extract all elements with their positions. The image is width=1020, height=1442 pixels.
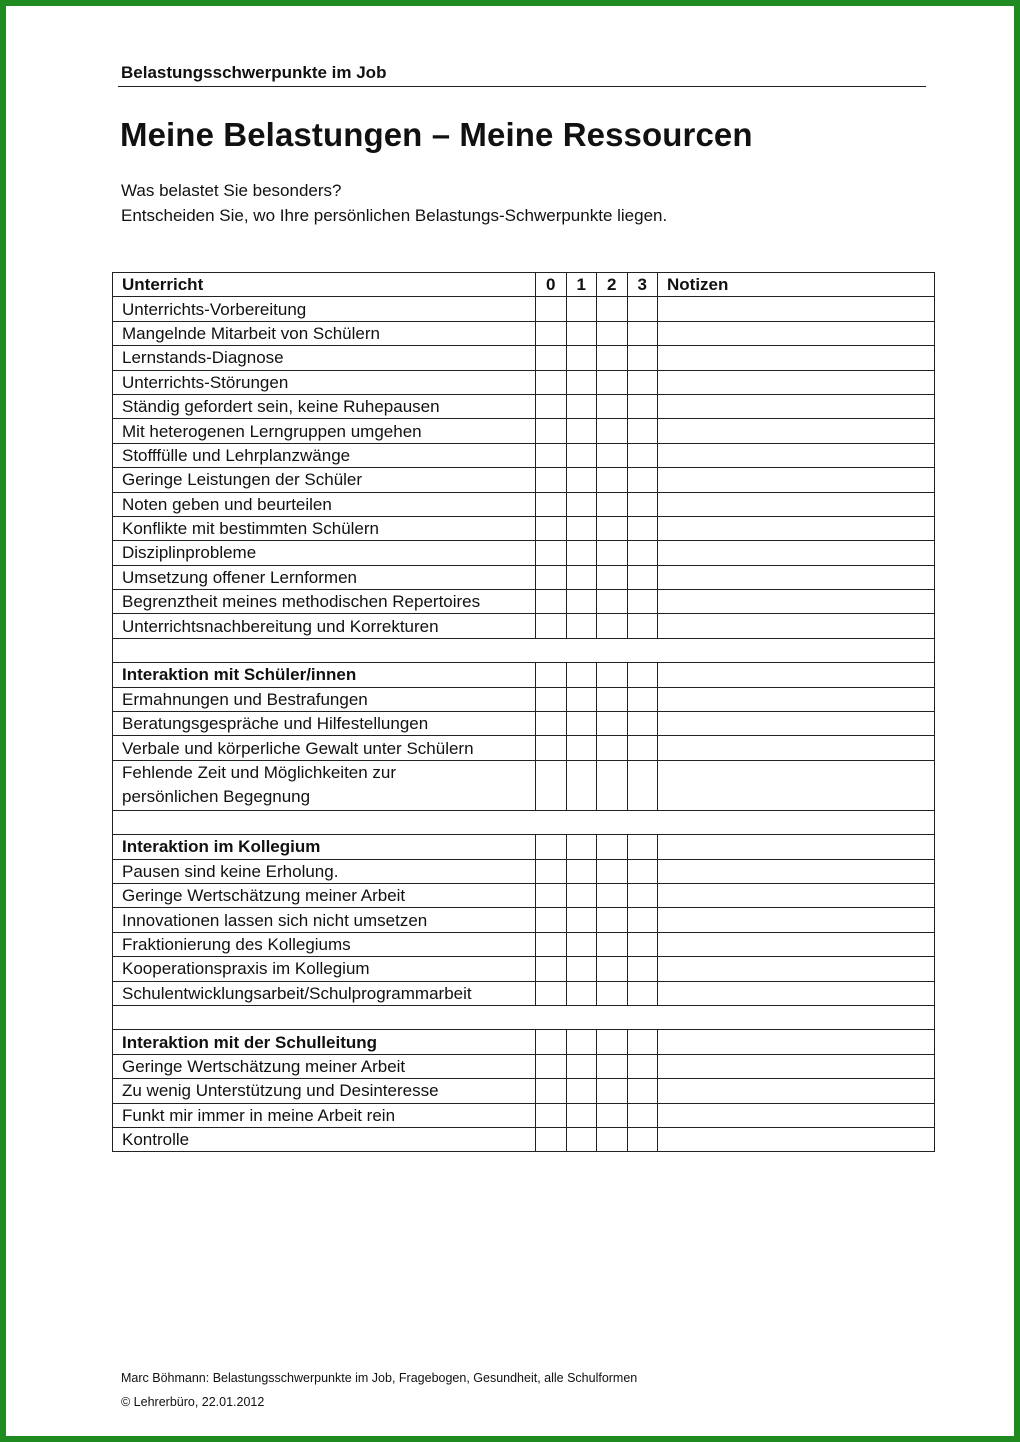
table-row — [113, 468, 935, 492]
rating-cell-1[interactable] — [566, 1079, 597, 1103]
table-row — [113, 1054, 935, 1078]
table-row — [113, 957, 935, 981]
rating-cell-2[interactable] — [597, 541, 628, 565]
rating-cell-3[interactable] — [627, 760, 658, 810]
rating-cell-1[interactable] — [566, 492, 597, 516]
rating-cell-0[interactable] — [536, 419, 567, 443]
rating-cell-3[interactable] — [627, 1054, 658, 1078]
rating-cell-1[interactable] — [566, 1127, 597, 1151]
notes-cell[interactable] — [658, 908, 935, 932]
rating-cell-3[interactable] — [627, 516, 658, 540]
notes-cell[interactable] — [658, 516, 935, 540]
table-row — [113, 932, 935, 956]
rating-cell-0[interactable] — [536, 712, 567, 736]
rating-cell-2[interactable] — [597, 565, 628, 589]
item-label-line: Fehlende Zeit und Möglichkeiten zur — [122, 762, 397, 782]
rating-cell-1[interactable] — [566, 835, 597, 859]
rating-cell-1[interactable] — [566, 394, 597, 418]
rating-cell-2[interactable] — [597, 859, 628, 883]
rating-cell-1[interactable] — [566, 957, 597, 981]
item-label: Begrenztheit meines methodischen Repertoires — [113, 590, 536, 614]
notes-cell[interactable] — [658, 1103, 935, 1127]
rating-cell-2[interactable] — [597, 1103, 628, 1127]
table-row — [113, 859, 935, 883]
rating-cell-2[interactable] — [597, 1030, 628, 1054]
rating-cell-1[interactable] — [566, 760, 597, 810]
item-label: Lernstands-Diagnose — [113, 346, 536, 370]
table-row — [113, 394, 935, 418]
rating-cell-3[interactable] — [627, 614, 658, 638]
table-row — [113, 370, 935, 394]
rating-cell-2[interactable] — [597, 370, 628, 394]
rating-cell-0[interactable] — [536, 614, 567, 638]
notes-cell[interactable] — [658, 736, 935, 760]
notes-cell[interactable] — [658, 932, 935, 956]
table-row — [113, 321, 935, 345]
rating-cell-0[interactable] — [536, 297, 567, 321]
rating-cell-0[interactable] — [536, 492, 567, 516]
rating-cell-0[interactable] — [536, 443, 567, 467]
item-label: Disziplinprobleme — [113, 541, 536, 565]
rating-cell-0[interactable] — [536, 1127, 567, 1151]
item-label: Geringe Wertschätzung meiner Arbeit — [113, 883, 536, 907]
rating-cell-0[interactable] — [536, 883, 567, 907]
item-label: Umsetzung offener Lernformen — [113, 565, 536, 589]
rating-cell-1[interactable] — [566, 859, 597, 883]
rating-cell-0[interactable] — [536, 468, 567, 492]
rating-cell-1[interactable] — [566, 516, 597, 540]
rating-cell-3[interactable] — [627, 687, 658, 711]
rating-cell-3[interactable] — [627, 1127, 658, 1151]
rating-cell-3[interactable] — [627, 932, 658, 956]
rating-cell-3[interactable] — [627, 346, 658, 370]
rating-cell-0[interactable] — [536, 1054, 567, 1078]
rating-cell-2[interactable] — [597, 908, 628, 932]
rating-cell-0[interactable] — [536, 565, 567, 589]
rating-cell-0[interactable] — [536, 321, 567, 345]
scale-header-0: 0 — [536, 273, 567, 297]
rating-cell-0[interactable] — [536, 981, 567, 1005]
table-row — [113, 614, 935, 638]
notes-cell[interactable] — [658, 468, 935, 492]
rating-cell-2[interactable] — [597, 663, 628, 687]
rating-cell-3[interactable] — [627, 492, 658, 516]
spacer-cell — [113, 638, 935, 662]
section-heading-row — [113, 663, 935, 687]
rating-cell-3[interactable] — [627, 1079, 658, 1103]
item-label: Noten geben und beurteilen — [113, 492, 536, 516]
rating-cell-1[interactable] — [566, 346, 597, 370]
rating-cell-3[interactable] — [627, 565, 658, 589]
rating-cell-0[interactable] — [536, 1030, 567, 1054]
rating-cell-3[interactable] — [627, 883, 658, 907]
rating-cell-1[interactable] — [566, 883, 597, 907]
item-label: Konflikte mit bestimmten Schülern — [113, 516, 536, 540]
rating-cell-1[interactable] — [566, 614, 597, 638]
table-row — [113, 908, 935, 932]
scale-header-1: 1 — [566, 273, 597, 297]
table-row — [113, 297, 935, 321]
item-label: Geringe Leistungen der Schüler — [113, 468, 536, 492]
rating-cell-1[interactable] — [566, 981, 597, 1005]
rating-cell-3[interactable] — [627, 590, 658, 614]
page-title: Meine Belastungen – Meine Ressourcen — [120, 116, 753, 153]
notes-cell[interactable] — [658, 419, 935, 443]
notes-cell[interactable] — [658, 1127, 935, 1151]
rating-cell-3[interactable] — [627, 957, 658, 981]
item-label: Ermahnungen und Bestrafungen — [113, 687, 536, 711]
rating-cell-1[interactable] — [566, 541, 597, 565]
rating-cell-2[interactable] — [597, 687, 628, 711]
rating-cell-0[interactable] — [536, 932, 567, 956]
rating-cell-2[interactable] — [597, 1054, 628, 1078]
rating-cell-1[interactable] — [566, 712, 597, 736]
rating-cell-0[interactable] — [536, 736, 567, 760]
intro-text — [121, 178, 667, 228]
notes-cell[interactable] — [658, 321, 935, 345]
rating-cell-1[interactable] — [566, 736, 597, 760]
item-label: Verbale und körperliche Gewalt unter Schülern — [113, 736, 536, 760]
rating-cell-2[interactable] — [597, 981, 628, 1005]
rating-cell-1[interactable] — [566, 370, 597, 394]
item-label: Pausen sind keine Erholung. — [113, 859, 536, 883]
section-heading-row — [113, 835, 935, 859]
rating-cell-2[interactable] — [597, 1079, 628, 1103]
table-row — [113, 1103, 935, 1127]
notes-cell[interactable] — [658, 687, 935, 711]
item-label: Kooperationspraxis im Kollegium — [113, 957, 536, 981]
table-row — [113, 419, 935, 443]
header-rule — [118, 86, 926, 87]
notes-cell[interactable] — [658, 760, 935, 810]
item-label: Beratungsgespräche und Hilfestellungen — [113, 712, 536, 736]
table-row — [113, 443, 935, 467]
notes-cell[interactable] — [658, 614, 935, 638]
rating-cell-2[interactable] — [597, 590, 628, 614]
rating-cell-0[interactable] — [536, 760, 567, 810]
rating-cell-2[interactable] — [597, 492, 628, 516]
rating-cell-2[interactable] — [597, 516, 628, 540]
rating-cell-1[interactable] — [566, 932, 597, 956]
spacer-cell — [113, 1005, 935, 1029]
spacer-row — [113, 1005, 935, 1029]
table-row — [113, 760, 935, 810]
item-label: Geringe Wertschätzung meiner Arbeit — [113, 1054, 536, 1078]
table-row — [113, 1079, 935, 1103]
notes-cell[interactable] — [658, 883, 935, 907]
table-row — [113, 736, 935, 760]
rating-cell-3[interactable] — [627, 835, 658, 859]
rating-cell-2[interactable] — [597, 614, 628, 638]
rating-cell-2[interactable] — [597, 419, 628, 443]
table-row — [113, 883, 935, 907]
rating-cell-0[interactable] — [536, 908, 567, 932]
scale-header-3: 3 — [627, 273, 658, 297]
notes-cell[interactable] — [658, 1079, 935, 1103]
rating-cell-2[interactable] — [597, 321, 628, 345]
rating-cell-1[interactable] — [566, 1054, 597, 1078]
rating-cell-1[interactable] — [566, 1030, 597, 1054]
rating-cell-3[interactable] — [627, 468, 658, 492]
notes-cell[interactable] — [658, 981, 935, 1005]
category-heading-schulleitung: Interaktion mit der Schulleitung — [113, 1030, 536, 1054]
item-label: Schulentwicklungsarbeit/Schulprogrammarbeit — [113, 981, 536, 1005]
table-row — [113, 565, 935, 589]
rating-cell-3[interactable] — [627, 370, 658, 394]
scale-header-2: 2 — [597, 273, 628, 297]
rating-cell-1[interactable] — [566, 687, 597, 711]
rating-cell-1[interactable] — [566, 321, 597, 345]
rating-cell-3[interactable] — [627, 443, 658, 467]
notes-cell[interactable] — [658, 565, 935, 589]
intro-instruction: Entscheiden Sie, wo Ihre persönlichen Belastungs-Schwerpunkte liegen. — [121, 206, 668, 225]
table-header-row — [113, 273, 935, 297]
item-label: Fraktionierung des Kollegiums — [113, 932, 536, 956]
rating-cell-1[interactable] — [566, 565, 597, 589]
rating-cell-2[interactable] — [597, 443, 628, 467]
category-heading-kollegium: Interaktion im Kollegium — [113, 835, 536, 859]
rating-cell-0[interactable] — [536, 859, 567, 883]
footer — [121, 1366, 637, 1414]
rating-cell-2[interactable] — [597, 835, 628, 859]
section-heading-row — [113, 1030, 935, 1054]
rating-cell-3[interactable] — [627, 981, 658, 1005]
table-row — [113, 590, 935, 614]
rating-cell-1[interactable] — [566, 1103, 597, 1127]
table-row — [113, 712, 935, 736]
item-label: Funkt mir immer in meine Arbeit rein — [113, 1103, 536, 1127]
rating-cell-2[interactable] — [597, 712, 628, 736]
notes-cell[interactable] — [658, 443, 935, 467]
notes-cell[interactable] — [658, 1054, 935, 1078]
rating-cell-2[interactable] — [597, 736, 628, 760]
notes-cell[interactable] — [658, 346, 935, 370]
table-row — [113, 516, 935, 540]
rating-cell-3[interactable] — [627, 736, 658, 760]
category-heading-schueler: Interaktion mit Schüler/innen — [113, 663, 536, 687]
item-label: Mit heterogenen Lerngruppen umgehen — [113, 419, 536, 443]
rating-cell-0[interactable] — [536, 957, 567, 981]
item-label: Unterrichtsnachbereitung und Korrekturen — [113, 614, 536, 638]
rating-cell-3[interactable] — [627, 859, 658, 883]
rating-cell-0[interactable] — [536, 394, 567, 418]
notes-cell[interactable] — [658, 541, 935, 565]
rating-cell-2[interactable] — [597, 883, 628, 907]
notes-cell[interactable] — [658, 712, 935, 736]
rating-cell-2[interactable] — [597, 1127, 628, 1151]
rating-cell-3[interactable] — [627, 394, 658, 418]
item-label-line: persönlichen Begegnung — [122, 787, 311, 807]
rating-cell-0[interactable] — [536, 516, 567, 540]
notes-cell[interactable] — [658, 835, 935, 859]
rating-cell-1[interactable] — [566, 419, 597, 443]
item-label: Stofffülle und Lehrplanzwänge — [113, 443, 536, 467]
table-row — [113, 492, 935, 516]
rating-cell-2[interactable] — [597, 468, 628, 492]
item-label: Unterrichts-Störungen — [113, 370, 536, 394]
spacer-row — [113, 638, 935, 662]
rating-cell-3[interactable] — [627, 1103, 658, 1127]
rating-cell-0[interactable] — [536, 346, 567, 370]
rating-cell-0[interactable] — [536, 370, 567, 394]
intro-question: Was belastet Sie besonders? — [121, 181, 342, 200]
item-label: Mangelnde Mitarbeit von Schülern — [113, 321, 536, 345]
notes-cell[interactable] — [658, 590, 935, 614]
rating-cell-1[interactable] — [566, 908, 597, 932]
rating-cell-2[interactable] — [597, 760, 628, 810]
rating-cell-3[interactable] — [627, 321, 658, 345]
table-row — [113, 541, 935, 565]
notes-cell[interactable] — [658, 492, 935, 516]
rating-cell-3[interactable] — [627, 297, 658, 321]
rating-cell-0[interactable] — [536, 1103, 567, 1127]
rating-cell-3[interactable] — [627, 419, 658, 443]
running-header: Belastungsschwerpunkte im Job — [121, 63, 387, 82]
item-label: Ständig gefordert sein, keine Ruhepausen — [113, 394, 536, 418]
rating-cell-2[interactable] — [597, 394, 628, 418]
table-row — [113, 346, 935, 370]
rating-cell-0[interactable] — [536, 541, 567, 565]
footer-copyright: © Lehrerbüro, 22.01.2012 — [121, 1395, 265, 1409]
rating-cell-1[interactable] — [566, 443, 597, 467]
rating-cell-1[interactable] — [566, 663, 597, 687]
rating-cell-1[interactable] — [566, 590, 597, 614]
rating-cell-0[interactable] — [536, 835, 567, 859]
notes-cell[interactable] — [658, 859, 935, 883]
table-row — [113, 687, 935, 711]
notes-cell[interactable] — [658, 370, 935, 394]
notes-cell[interactable] — [658, 957, 935, 981]
item-label: Zu wenig Unterstützung und Desinteresse — [113, 1079, 536, 1103]
rating-cell-0[interactable] — [536, 1079, 567, 1103]
rating-cell-0[interactable] — [536, 687, 567, 711]
item-label: Innovationen lassen sich nicht umsetzen — [113, 908, 536, 932]
rating-cell-3[interactable] — [627, 663, 658, 687]
rating-cell-3[interactable] — [627, 908, 658, 932]
notes-cell[interactable] — [658, 663, 935, 687]
item-label: Unterrichts-Vorbereitung — [113, 297, 536, 321]
notes-cell[interactable] — [658, 297, 935, 321]
table-row — [113, 981, 935, 1005]
rating-cell-1[interactable] — [566, 468, 597, 492]
rating-cell-1[interactable] — [566, 297, 597, 321]
rating-cell-3[interactable] — [627, 541, 658, 565]
rating-cell-2[interactable] — [597, 932, 628, 956]
rating-cell-3[interactable] — [627, 712, 658, 736]
spacer-row — [113, 810, 935, 834]
rating-cell-2[interactable] — [597, 297, 628, 321]
rating-cell-0[interactable] — [536, 590, 567, 614]
rating-cell-2[interactable] — [597, 957, 628, 981]
notes-cell[interactable] — [658, 394, 935, 418]
notes-header: Notizen — [658, 273, 935, 297]
rating-cell-0[interactable] — [536, 663, 567, 687]
category-heading-unterricht: Unterricht — [113, 273, 536, 297]
notes-cell[interactable] — [658, 1030, 935, 1054]
item-label: Kontrolle — [113, 1127, 536, 1151]
footer-citation: Marc Böhmann: Belastungsschwerpunkte im Job, Fragebogen, Gesundheit, alle Schulformen — [121, 1371, 638, 1385]
rating-cell-2[interactable] — [597, 346, 628, 370]
rating-cell-3[interactable] — [627, 1030, 658, 1054]
table-row — [113, 1127, 935, 1151]
survey-table — [112, 272, 935, 1152]
item-label — [113, 760, 536, 810]
spacer-cell — [113, 810, 935, 834]
